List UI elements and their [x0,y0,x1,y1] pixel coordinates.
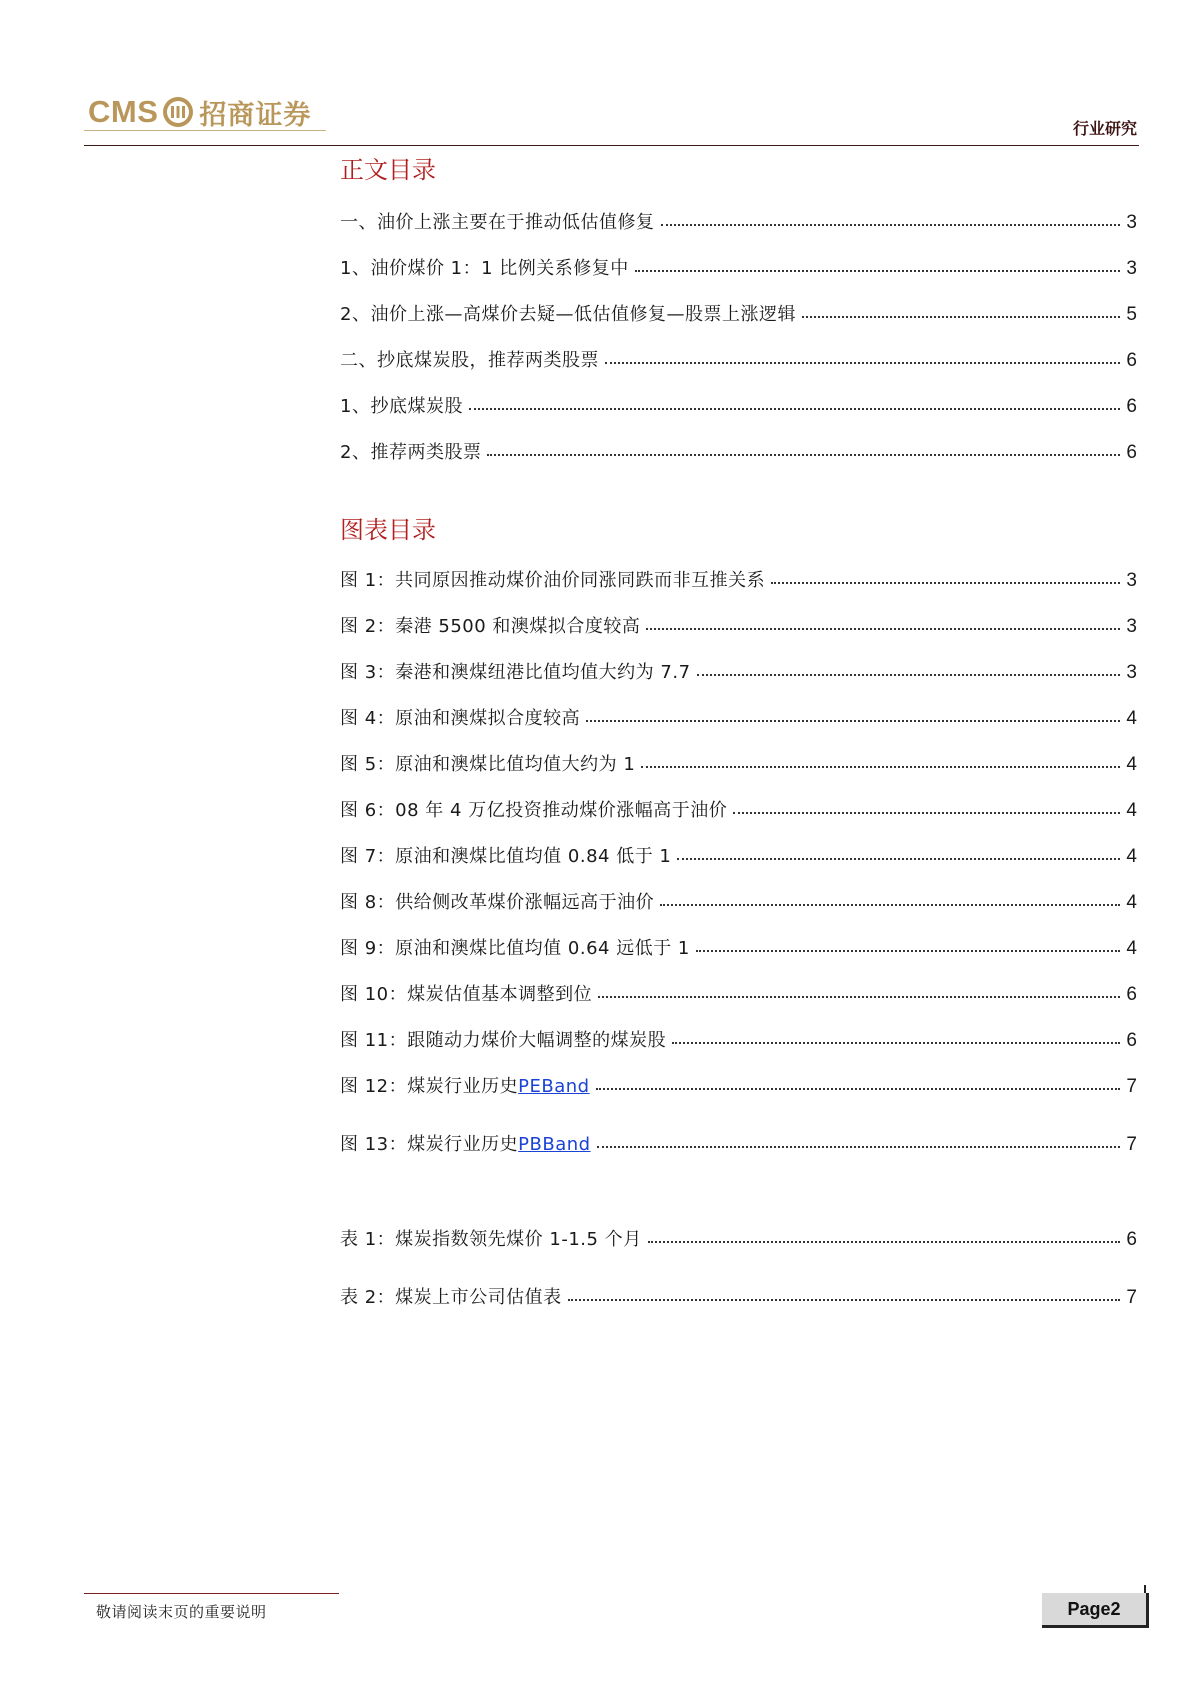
table-entry-text: 表 2：煤炭上市公司估值表 [340,1287,562,1308]
dot-leader [696,949,1121,952]
figure-entry-page: 6 [1126,984,1137,1005]
figure-entry-text: 图 10：煤炭估值基本调整到位 [340,984,593,1005]
dot-leader [660,903,1120,906]
figure-entry-page: 4 [1126,800,1137,821]
table-entry[interactable] [340,1283,1137,1307]
figure-entry[interactable] [340,658,1137,682]
toc-entry-text: 2、推荐两类股票 [340,442,482,463]
figure-entry[interactable] [340,566,1137,590]
dot-leader [597,1145,1121,1148]
figure-entry-text: 图 2：秦港 5500 和澳煤拟合度较高 [340,616,641,637]
header-divider [84,145,1139,146]
figure-entry[interactable] [340,1130,1137,1154]
figure-entry-page: 4 [1126,754,1137,775]
pbband-link[interactable]: PBBand [518,1134,591,1155]
figure-entry-prefix: 图 12：煤炭行业历史 [340,1076,519,1097]
figure-entry-page: 3 [1126,662,1137,683]
dot-leader [733,811,1120,814]
toc-entry[interactable] [340,254,1137,278]
table-entry-text: 表 1：煤炭指数领先煤价 1-1.5 个月 [340,1229,642,1250]
logo-underline [84,130,326,131]
table-entry-page: 7 [1126,1287,1137,1308]
dot-leader [598,995,1120,998]
figure-entry-text [340,1072,590,1098]
figure-entry-text: 图 9：原油和澳煤比值均值 0.64 远低于 1 [340,938,690,959]
figure-entry-page: 4 [1126,708,1137,729]
dot-leader [697,673,1121,676]
figure-entry-text: 图 8：供给侧改革煤价涨幅远高于油价 [340,892,655,913]
figure-entry[interactable] [340,704,1137,728]
contents-title: 正文目录 [340,156,436,184]
figure-entry-prefix: 图 13：煤炭行业历史 [340,1134,519,1155]
toc-entry-page: 3 [1126,212,1137,233]
figure-entry[interactable] [340,1026,1137,1050]
dot-leader [648,1240,1121,1243]
figure-entry-text: 图 5：原油和澳煤比值均值大约为 1 [340,754,636,775]
figure-entry-text: 图 3：秦港和澳煤纽港比值均值大约为 7.7 [340,662,691,683]
figures-title: 图表目录 [340,516,436,544]
peband-link[interactable]: PEBand [518,1076,590,1097]
dot-leader [802,315,1120,318]
dot-leader [677,857,1120,860]
toc-entry-page: 5 [1126,304,1137,325]
figure-entry-text [340,1130,591,1156]
table-entry-page: 6 [1126,1229,1137,1250]
company-logo [88,92,311,132]
figure-entry-page: 7 [1126,1076,1137,1097]
logo-emblem-icon [162,96,194,128]
logo-chinese-text: 招商证券 [199,99,312,131]
toc-entry-text: 2、油价上涨—高煤价去疑—低估值修复—股票上涨逻辑 [340,304,796,325]
dot-leader [641,765,1120,768]
section-label: 行业研究 [1072,119,1137,138]
figure-entry-page: 4 [1126,892,1137,913]
figure-entry-page: 7 [1126,1134,1137,1155]
figure-entry-page: 4 [1126,846,1137,867]
toc-entry-text: 一、油价上涨主要在于推动低估值修复 [340,212,655,233]
dot-leader [469,407,1120,410]
dot-leader [605,361,1120,364]
figure-entry-page: 6 [1126,1030,1137,1051]
toc-entry-page: 3 [1126,258,1137,279]
dot-leader [646,627,1120,630]
toc-entry[interactable] [340,438,1137,462]
dot-leader [586,719,1120,722]
figure-entry[interactable] [340,1072,1137,1096]
dot-leader [635,269,1121,272]
toc-entry[interactable] [340,300,1137,324]
toc-entry-page: 6 [1126,350,1137,371]
figure-entry-text: 图 4：原油和澳煤拟合度较高 [340,708,581,729]
toc-entry-page: 6 [1126,396,1137,417]
figure-entry[interactable] [340,612,1137,636]
figure-entry-page: 4 [1126,938,1137,959]
figure-entry[interactable] [340,980,1137,1004]
figure-entry-text: 图 7：原油和澳煤比值均值 0.84 低于 1 [340,846,672,867]
dot-leader [568,1298,1121,1301]
toc-entry-page: 6 [1126,442,1137,463]
dot-leader [596,1087,1121,1090]
figure-entry[interactable] [340,934,1137,958]
toc-entry[interactable] [340,208,1137,232]
dot-leader [771,581,1120,584]
toc-entry[interactable] [340,346,1137,370]
table-entry[interactable] [340,1225,1137,1249]
toc-entry-text: 1、油价煤价 1：1 比例关系修复中 [340,258,629,279]
footer-divider [84,1593,339,1594]
page-number: Page2 [1067,1598,1121,1619]
figure-entry-page: 3 [1126,570,1137,591]
figure-entry-page: 3 [1126,616,1137,637]
figure-entry-text: 图 11：跟随动力煤价大幅调整的煤炭股 [340,1030,667,1051]
dot-leader [672,1041,1120,1044]
dot-leader [487,453,1120,456]
logo-cms-text: CMS [88,94,159,129]
figure-entry[interactable] [340,796,1137,820]
footer-note: 敬请阅读末页的重要说明 [96,1603,267,1621]
toc-entry-text: 1、抄底煤炭股 [340,396,463,417]
dot-leader [661,223,1121,226]
figure-entry[interactable] [340,750,1137,774]
page-number-box [1042,1593,1149,1628]
toc-entry[interactable] [340,392,1137,416]
figure-entry-text: 图 1：共同原因推动煤价油价同涨同跌而非互推关系 [340,570,766,591]
figure-entry[interactable] [340,842,1137,866]
figure-entry-text: 图 6：08 年 4 万亿投资推动煤价涨幅高于油价 [340,800,728,821]
figure-entry[interactable] [340,888,1137,912]
toc-entry-text: 二、抄底煤炭股，推荐两类股票 [340,350,599,371]
